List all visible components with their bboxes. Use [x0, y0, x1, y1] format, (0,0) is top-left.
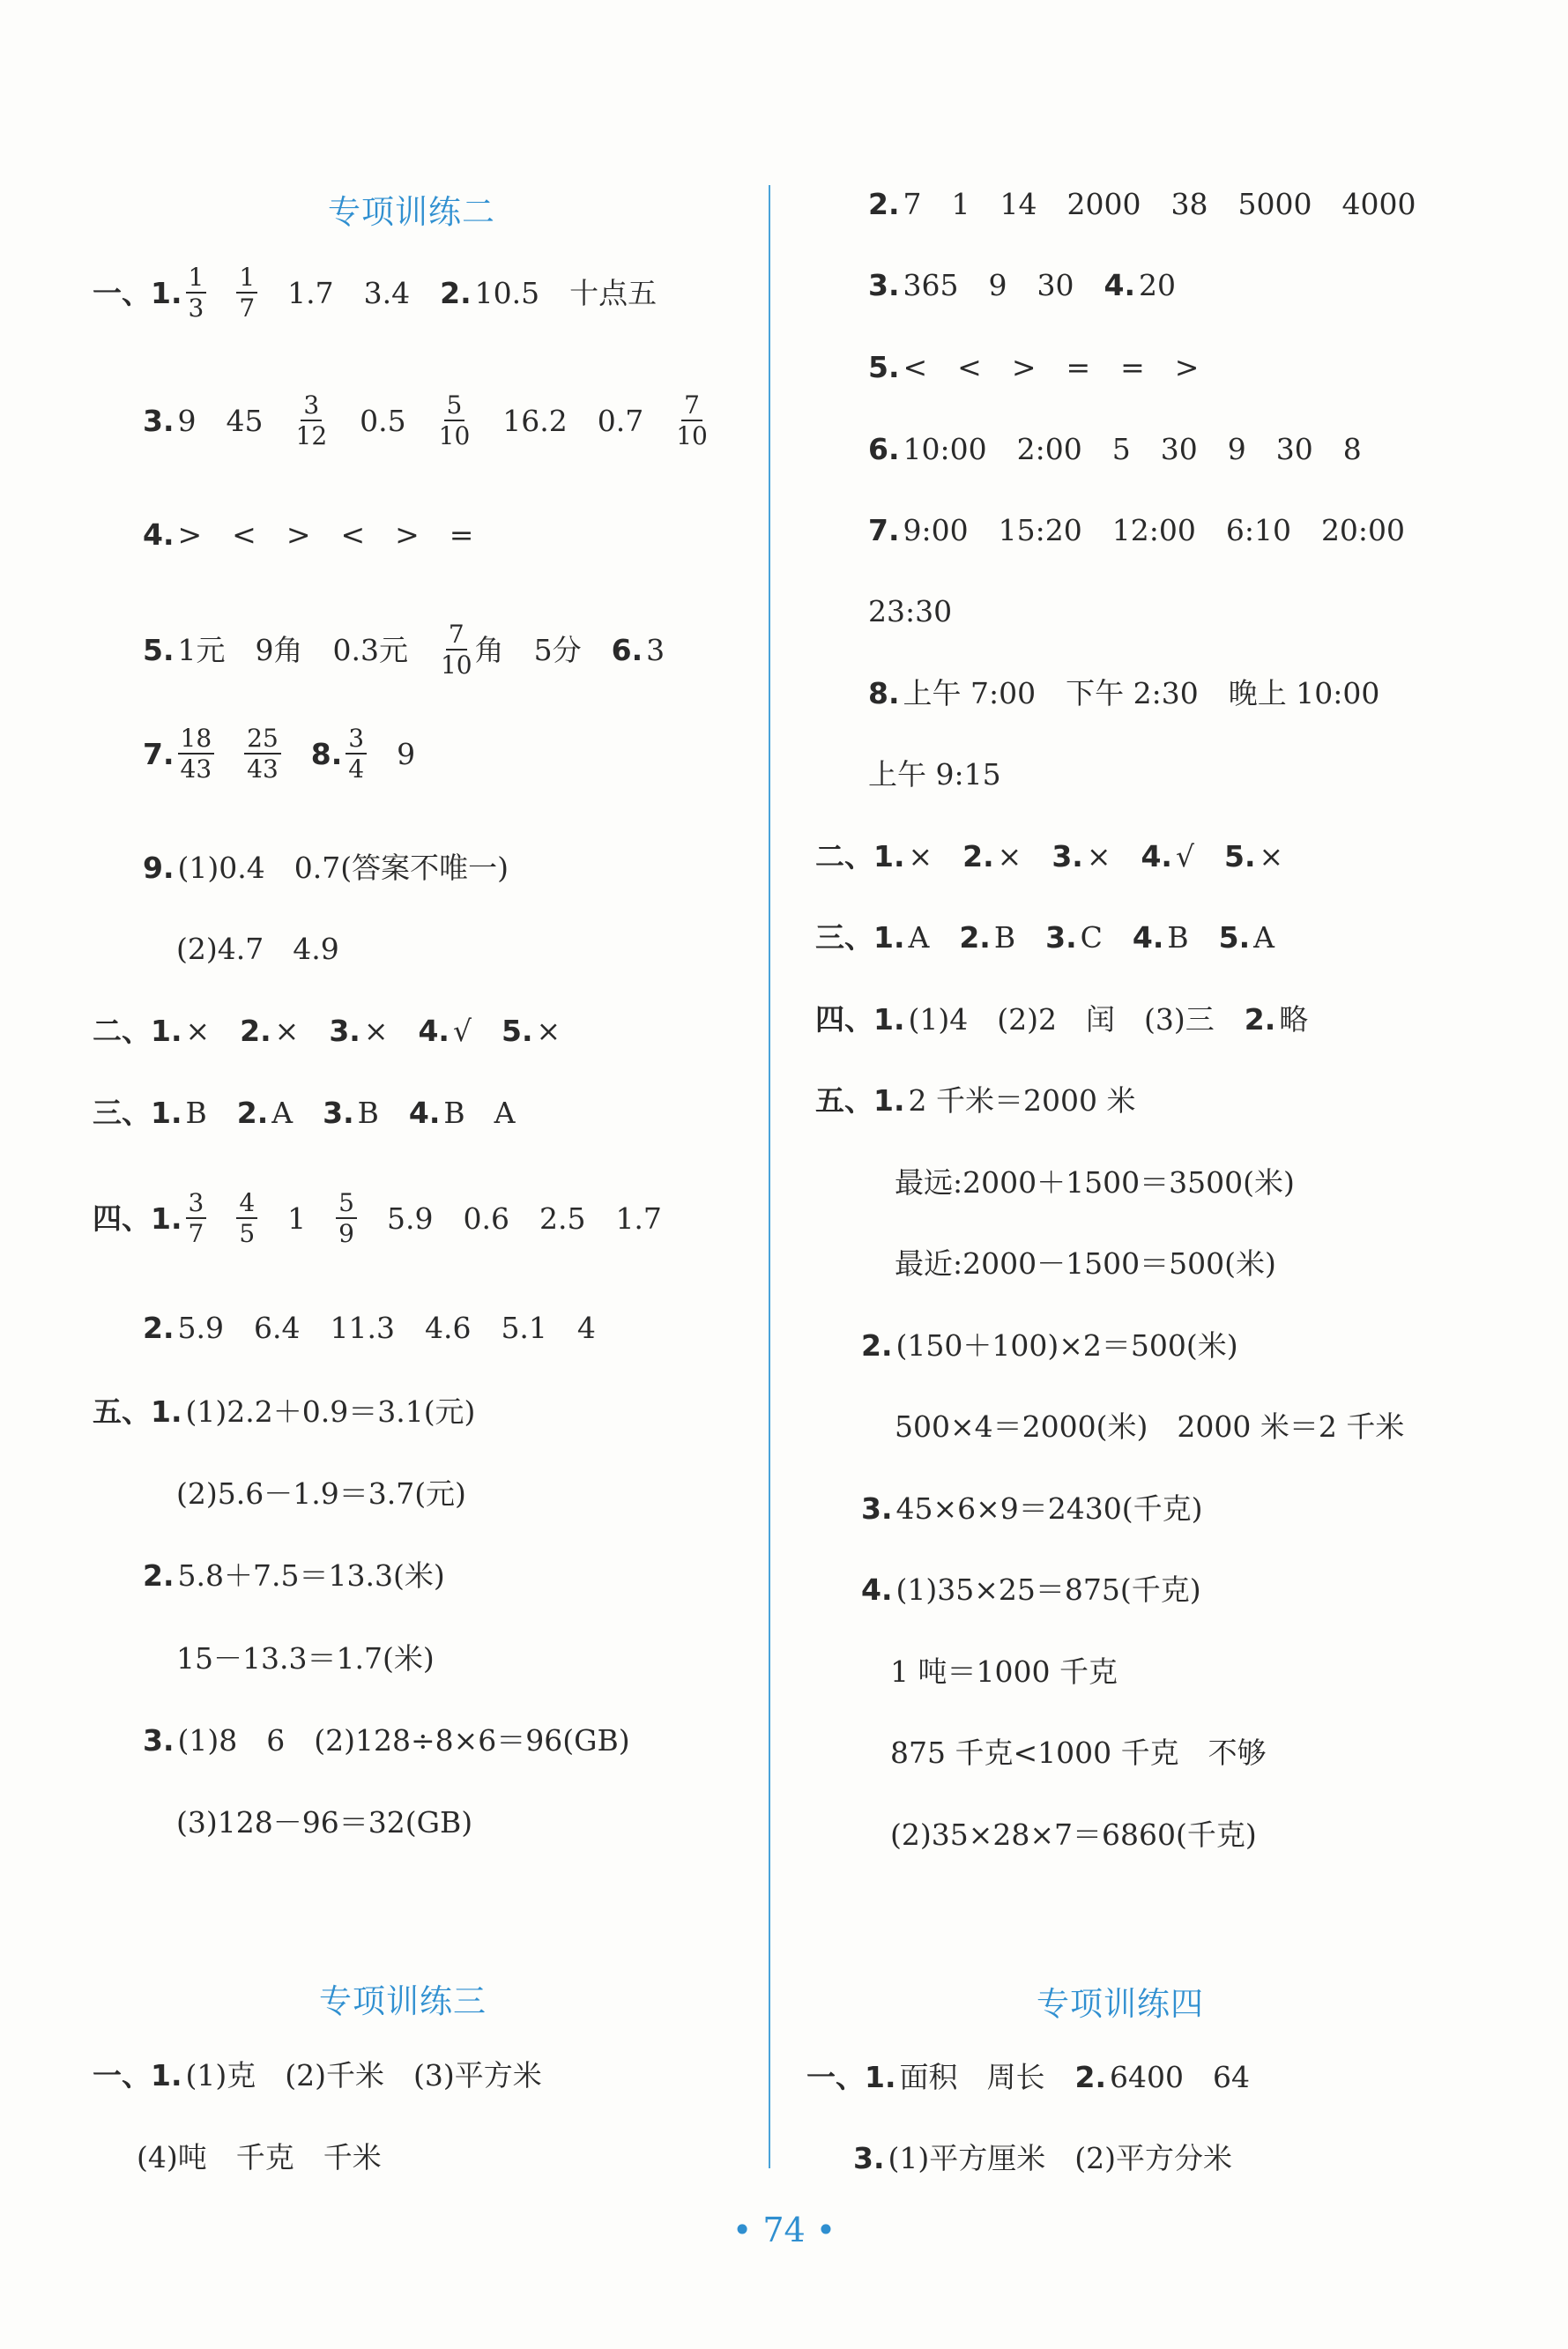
- right-q7-line: 7. 9:00 15:20 12:00 6:10 20:00: [868, 513, 1406, 547]
- left-s5-line3: 2. 5.8＋7.5＝13.3(米): [143, 1558, 445, 1593]
- left-t3-line1: 一、1. (1)克 (2)千米 (3)平方米: [93, 2058, 542, 2093]
- right-t4-line1: 一、1. 面积 周长 2. 6400 64: [806, 2060, 1250, 2094]
- left-q5-line: 5. 1元 9角 0.3元 $\frac{7}{10}$ 角 5分 6. 3: [143, 620, 665, 680]
- left-s5-line2: (2)5.6－1.9＝3.7(元): [176, 1476, 466, 1511]
- right-q8-cont: 上午 9:15: [868, 757, 1001, 792]
- right-s5-line3: 最近:2000－1500＝500(米): [895, 1246, 1276, 1281]
- left-s5-line4: 15－13.3＝1.7(米): [176, 1641, 435, 1676]
- fraction: $\frac{3}{12}$: [295, 390, 328, 451]
- left-s5-line6: (3)128－96＝32(GB): [176, 1805, 473, 1840]
- right-s5-line2: 最远:2000＋1500＝3500(米): [895, 1165, 1295, 1200]
- section-title-4: 专项训练四: [1037, 1985, 1204, 2023]
- section-title-3: 专项训练三: [319, 1982, 487, 2020]
- right-q5-line: 5. < < > = = >: [868, 350, 1200, 384]
- right-q8-line: 8. 上午 7:00 下午 2:30 晚上 10:00: [868, 676, 1380, 710]
- right-q7-cont: 23:30: [868, 594, 953, 628]
- right-s5-line10: (2)35×28×7＝6860(千克): [890, 1818, 1257, 1852]
- left-q7-line: 7. $\frac{18}{43}$ $\frac{25}{43}$ 8. $\frac{3}{4}$ 9: [143, 724, 416, 784]
- right-s5-line9: 875 千克<1000 千克 不够: [890, 1736, 1267, 1770]
- left-s4-line2: 2. 5.9 6.4 11.3 4.6 5.1 4: [143, 1311, 596, 1345]
- left-q9-line2: (2)4.7 4.9: [176, 932, 339, 966]
- right-q2-line: 2. 7 1 14 2000 38 5000 4000: [868, 187, 1416, 221]
- left-q4-line: 4. > < > < > =: [143, 517, 474, 552]
- right-s5-line1: 五、1. 2 千米＝2000 米: [815, 1083, 1136, 1118]
- right-s5-line8: 1 吨＝1000 千克: [890, 1654, 1118, 1689]
- left-q3-line: 3. 9 45 $\frac{3}{12}$ 0.5 $\frac{5}{10}$ 16.2 0.7 $\frac{7}{10}$: [143, 392, 710, 450]
- right-s5-line6: 3. 45×6×9＝2430(千克): [861, 1491, 1203, 1526]
- fraction: $\frac{3}{7}$: [186, 1190, 207, 1247]
- fraction: $\frac{7}{10}$: [440, 620, 472, 680]
- answer: 1.7: [287, 275, 334, 310]
- left-q9-line1: 9. (1)0.4 0.7(答案不唯一): [143, 851, 509, 885]
- fraction: $\frac{1}{7}$: [236, 264, 257, 322]
- right-s2-line: 二、1. × 2. × 3. × 4. √ 5. ×: [815, 839, 1284, 873]
- fraction: $\frac{5}{10}$: [438, 390, 471, 451]
- right-s5-line7: 4. (1)35×25＝875(千克): [861, 1572, 1201, 1607]
- fraction: $\frac{7}{10}$: [676, 390, 708, 451]
- left-s2-line: 二、1. × 2. × 3. × 4. √ 5. ×: [93, 1014, 561, 1048]
- right-s5-line5: 500×4＝2000(米) 2000 米＝2 千米: [895, 1409, 1405, 1444]
- left-s5-line1: 五、1. (1)2.2＋0.9＝3.1(元): [93, 1394, 476, 1429]
- left-s4-line1: 四、1. $\frac{3}{7}$ $\frac{4}{5}$ 1 $\frac{5}{9}$ 5.9 0.6 2.5 1.7: [93, 1188, 662, 1249]
- right-s5-line4: 2. (150＋100)×2＝500(米): [861, 1328, 1238, 1363]
- answer: 10.5: [474, 275, 540, 310]
- section-title-2: 专项训练二: [328, 193, 495, 231]
- left-s5-line5: 3. (1)8 6 (2)128÷8×6＝96(GB): [143, 1723, 630, 1758]
- right-s4-line: 四、1. (1)4 (2)2 闰 (3)三 2. 略: [815, 1002, 1309, 1037]
- fraction: $\frac{5}{9}$: [336, 1190, 357, 1247]
- right-t4-line2: 3. (1)平方厘米 (2)平方分米: [853, 2141, 1232, 2175]
- column-divider: [769, 185, 770, 2168]
- label: 一、1.: [93, 275, 182, 310]
- fraction: $\frac{4}{5}$: [236, 1190, 257, 1247]
- fraction: $\frac{25}{43}$: [244, 725, 281, 783]
- right-s3-line: 三、1. A 2. B 3. C 4. B 5. A: [815, 920, 1274, 955]
- answer: 3.4: [363, 275, 411, 310]
- right-q6-line: 6. 10:00 2:00 5 30 9 30 8: [868, 432, 1362, 466]
- answer: 十点五: [569, 275, 658, 310]
- fraction: $\frac{3}{4}$: [346, 725, 367, 783]
- left-t3-line2: (4)吨 千克 千米: [137, 2140, 382, 2174]
- left-s3-line: 三、1. B 2. A 3. B 4. B A: [93, 1096, 516, 1130]
- left-q1-line: 一、1. $\frac{1}{3}$ $\frac{1}{7}$ 1.7 3.4 2. 10.5 十点五: [93, 263, 658, 323]
- page-number: • 74 •: [732, 2211, 836, 2249]
- right-q3-line: 3. 365 9 30 4. 20: [868, 268, 1176, 302]
- fraction: $\frac{18}{43}$: [178, 725, 215, 783]
- fraction: $\frac{1}{3}$: [186, 264, 207, 322]
